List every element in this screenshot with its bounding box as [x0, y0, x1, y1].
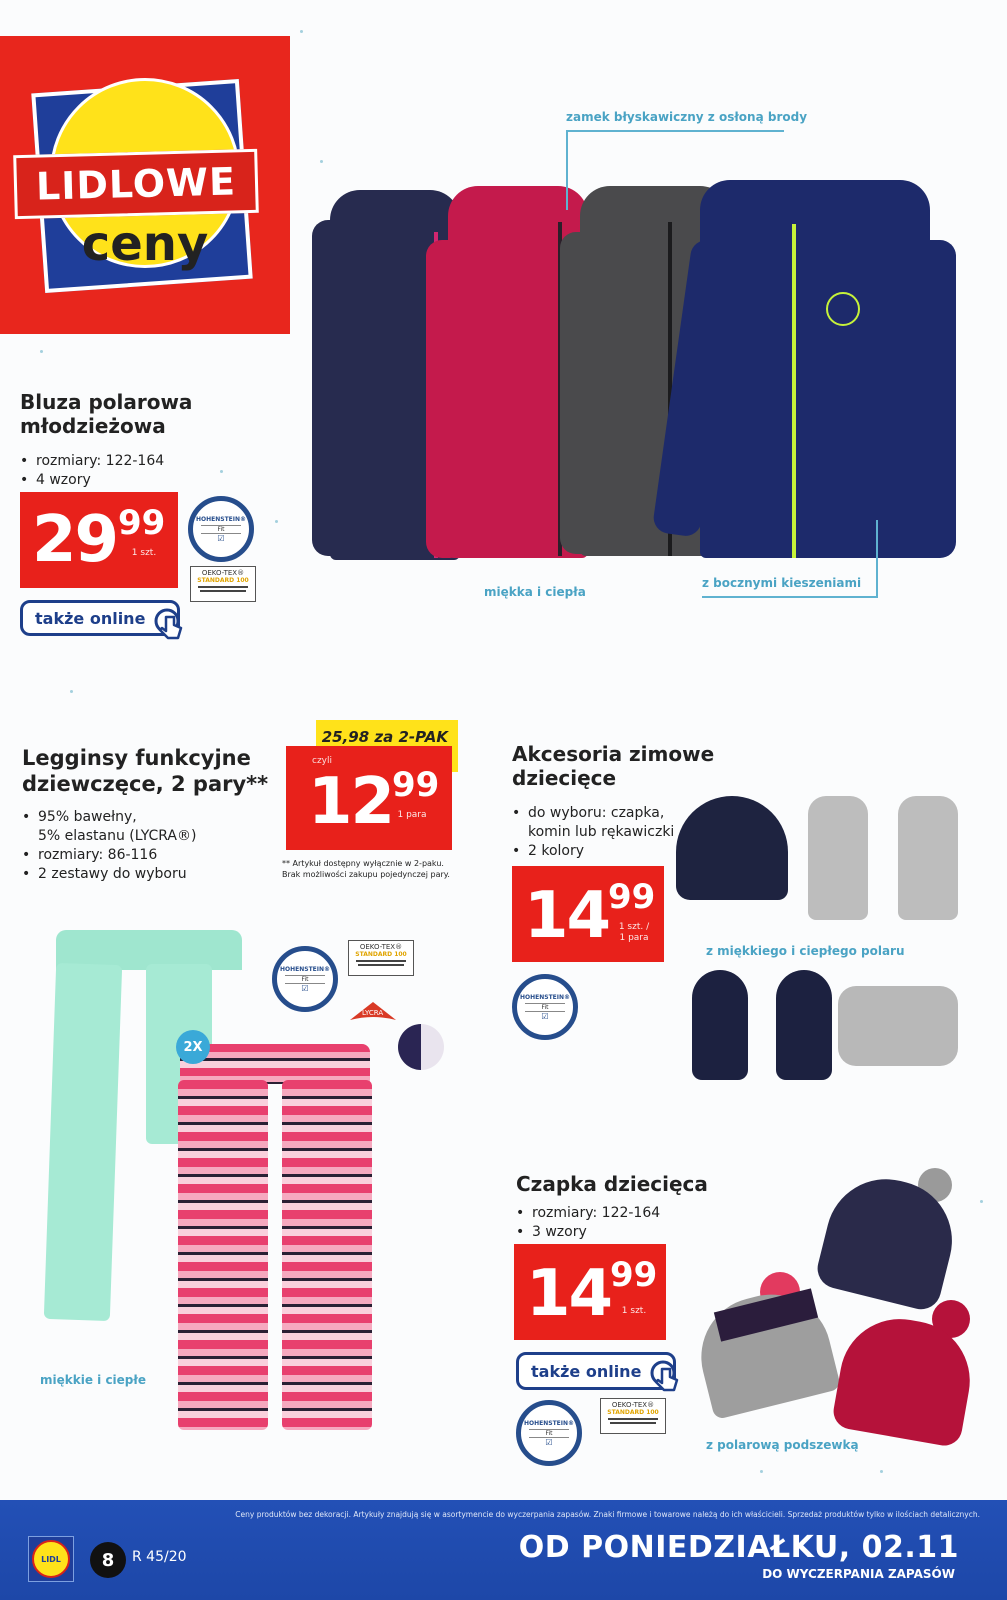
price-tag [20, 492, 178, 588]
price-tag [286, 746, 452, 850]
callout-line [876, 520, 878, 598]
pack-price: 25,98 za 2-PAK [321, 728, 448, 746]
product-title [516, 1172, 708, 1196]
two-pack-badge [176, 1030, 210, 1064]
badge-line [358, 964, 404, 966]
product-features [510, 804, 674, 861]
title-line: Bluza polarowa [20, 390, 193, 414]
badge-text: HOHENSTEIN® [523, 1419, 575, 1427]
badge-text: OEKO-TEX® [611, 1401, 655, 1409]
snow-speck [320, 160, 323, 163]
title-line: dziewczęce, 2 pary** [22, 771, 269, 796]
product-title [20, 390, 192, 439]
check-icon: ☑ [545, 1437, 553, 1447]
online-label: także online [531, 1361, 642, 1381]
title-line: młodzieżowa [20, 414, 166, 439]
fleece-mitten [692, 970, 748, 1080]
jacket-blue [700, 180, 930, 558]
offer-date-headline: OD PONIEDZIAŁKU, 02.11 [518, 1530, 959, 1565]
feature-item: • rozmiary: 86-116 [20, 846, 196, 865]
logo-line2: ceny [81, 216, 209, 272]
feature-item: 5% elastanu (LYCRA®) [38, 828, 197, 844]
two-pack-text: 2X [183, 1039, 203, 1055]
callout-line [566, 130, 784, 132]
badge-text: STANDARD 100 [607, 1409, 659, 1416]
price-tag [514, 1244, 666, 1340]
callout-soft-warm: miękkie i ciepłe [40, 1373, 146, 1387]
hohenstein-badge [188, 496, 254, 562]
feature-item: • rozmiary: 122-164 [18, 452, 164, 471]
jacket-zipper [792, 224, 796, 558]
callout-fleece-lining: z polarową podszewką [706, 1438, 859, 1452]
issue-code: R 45/20 [132, 1549, 187, 1565]
legging-leg-striped [178, 1080, 268, 1430]
feature-item: komin lub rękawiczki [528, 824, 675, 840]
legging-leg-mint [44, 963, 122, 1321]
price-unit-line: 1 szt. / [618, 922, 650, 932]
badge-text: OEKO-TEX® [201, 569, 245, 577]
snow-speck [70, 690, 73, 693]
lidlowe-ceny-logo [0, 36, 290, 334]
product-title [22, 746, 268, 797]
badge-text: HOHENSTEIN® [519, 993, 571, 1001]
pointing-hand-icon [649, 1359, 685, 1395]
check-icon: ☑ [217, 533, 225, 543]
badge-line [198, 586, 248, 588]
badge-text: Fit [201, 525, 241, 534]
price-cents: 99 [118, 503, 166, 543]
badge-text: STANDARD 100 [197, 577, 249, 584]
badge-line [200, 590, 246, 592]
price-cents: 99 [608, 877, 656, 917]
oeko-tex-badge [600, 1398, 666, 1434]
callout-line [702, 596, 878, 598]
pack-footnote [282, 858, 450, 880]
feature-item: • 95% bawełny, [20, 808, 196, 827]
legging-leg-striped [282, 1080, 372, 1430]
price-cents: 99 [392, 765, 440, 805]
title-line: Legginsy funkcyjne [22, 746, 251, 770]
badge-text: Fit [529, 1429, 569, 1438]
page-number: 8 [90, 1542, 126, 1578]
feature-item: • 3 wzory [514, 1223, 660, 1242]
logo-line1: LIDLOWE [35, 159, 237, 209]
snow-speck [40, 350, 43, 353]
price-unit: 1 szt. [131, 548, 157, 558]
badge-line [356, 960, 406, 962]
feature-item: • 4 wzory [18, 471, 164, 490]
footnote-line: Brak możliwości zakupu pojedynczej pary. [282, 870, 450, 879]
badge-text: STANDARD 100 [355, 951, 407, 958]
product-features [18, 452, 164, 490]
lycra-logo [348, 1000, 398, 1022]
lidl-logo-text: LIDL [32, 1540, 70, 1578]
badge-text: OEKO-TEX® [359, 943, 403, 951]
badge-line [608, 1418, 658, 1420]
fabric-swatch [398, 1024, 444, 1070]
callout-zipper: zamek błyskawiczny z osłoną brody [566, 110, 808, 124]
snow-speck [220, 470, 223, 473]
check-icon: ☑ [541, 1011, 549, 1021]
pointing-hand-icon [153, 607, 189, 643]
badge-text: Fit [525, 1003, 565, 1012]
also-online-button[interactable] [516, 1352, 676, 1390]
feature-item: • do wyboru: czapka, [510, 804, 674, 823]
check-icon: ☑ [301, 983, 309, 993]
snow-speck [880, 1470, 883, 1473]
price-unit: 1 szt. [621, 1306, 647, 1316]
product-title [512, 742, 714, 791]
badge-text: HOHENSTEIN® [195, 515, 247, 523]
footnote-line: ** Artykuł dostępny wyłącznie w 2-paku. [282, 859, 444, 868]
oeko-tex-badge [190, 566, 256, 602]
price-prefix: czyli [312, 756, 332, 766]
callout-pockets: z bocznymi kieszeniami [702, 576, 862, 590]
snow-speck [760, 1470, 763, 1473]
title-line: dziecięce [512, 766, 617, 791]
feature-item: • 2 kolory [510, 842, 674, 861]
title-line: Akcesoria zimowe [512, 742, 715, 766]
also-online-button[interactable] [20, 600, 180, 636]
footer-disclaimer: Ceny produktów bez dekoracji. Artykuły znajdują się w asortymencie do wyczerpania zapasów. Znaki firmowe i towarowe należą do ich właścicieli. Sprzedaż produktów tylko w ilościach detalicznych. [235, 1510, 980, 1519]
lidl-logo [28, 1536, 74, 1582]
fleece-glove [808, 796, 868, 920]
oeko-tex-badge [348, 940, 414, 976]
price-unit [612, 922, 656, 944]
fleece-neck-warmer [838, 986, 958, 1066]
badge-line [610, 1422, 656, 1424]
snow-speck [980, 1200, 983, 1203]
badge-text: HOHENSTEIN® [279, 965, 331, 973]
fleece-mitten [776, 970, 832, 1080]
product-features [20, 808, 196, 884]
callout-line [566, 130, 568, 210]
online-label: także online [35, 608, 146, 628]
price-tag [512, 866, 664, 962]
price-unit: 1 para [397, 810, 427, 820]
hohenstein-badge [272, 946, 338, 1012]
badge-text: Fit [285, 975, 325, 984]
price-main: 12 [308, 765, 394, 839]
feature-item: • rozmiary: 122-164 [514, 1204, 660, 1223]
title-line: Czapka dziecięca [516, 1172, 708, 1196]
product-features [514, 1204, 660, 1242]
lycra-text: LYCRA [362, 1009, 384, 1017]
fleece-glove [898, 796, 958, 920]
price-main: 29 [32, 503, 118, 577]
callout-fleece: z miękkiego i ciepłego polaru [706, 944, 905, 958]
hohenstein-badge [516, 1400, 582, 1466]
price-cents: 99 [610, 1255, 658, 1295]
fleece-beanie [676, 796, 788, 900]
price-unit-line: 1 para [619, 933, 649, 943]
jacket-emblem [826, 292, 860, 326]
feature-item: • 2 zestawy do wyboru [20, 865, 196, 884]
snow-speck [300, 30, 303, 33]
logo-red-band [13, 149, 259, 219]
footer-band [0, 1500, 1007, 1600]
price-main: 14 [524, 879, 610, 953]
hohenstein-badge [512, 974, 578, 1040]
snow-speck [275, 520, 278, 523]
price-main: 14 [526, 1257, 612, 1331]
callout-soft: miękka i ciepła [484, 585, 586, 599]
offer-availability: DO WYCZERPANIA ZAPASÓW [762, 1567, 955, 1581]
